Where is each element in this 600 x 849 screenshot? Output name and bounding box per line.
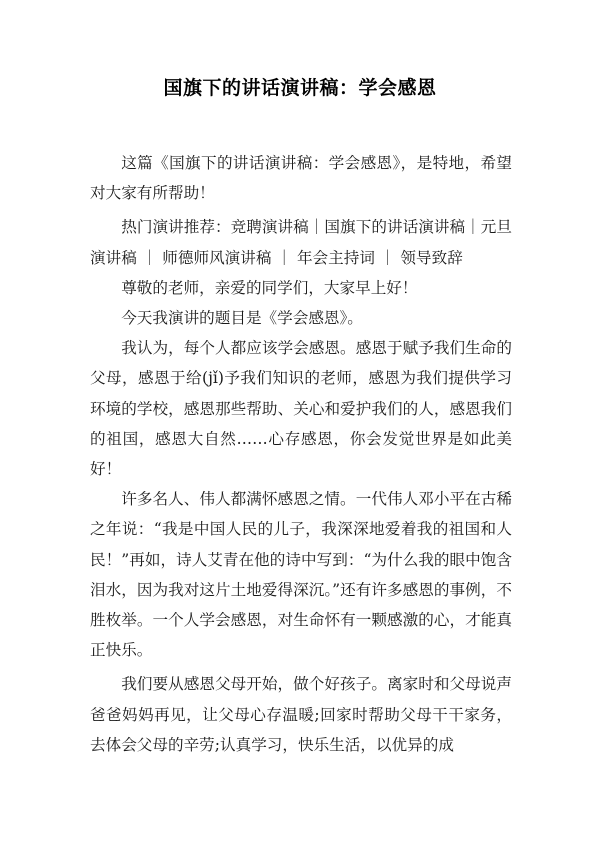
paragraph-famous-people: 许多名人、伟人都满怀感恩之情。一代伟人邓小平在古稀之年说：“我是中国人民的儿子，我深深地爱着我的祖国和人民！”再如，诗人艾青在他的诗中写到：“为什么我的眼中饱含泪水，因为我对这片土地爱得深沉。”还有许多感恩的事例，不胜枚举。一个人学会感恩，对生命怀有一颗感激的心，才能真正快乐。 xyxy=(90,490,512,660)
paragraph-parents: 我们要从感恩父母开始，做个好孩子。离家时和父母说声爸爸妈妈再见，让父母心存温暖;回家时帮助父母干干家务，去体会父母的辛劳;认真学习，快乐生活，以优异的成 xyxy=(90,675,512,754)
paragraph-topic: 今天我演讲的题目是《学会感恩》。 xyxy=(121,309,363,328)
paragraph-greeting: 尊敬的老师，亲爱的同学们，大家早上好！ xyxy=(121,278,418,297)
paragraph-gratitude: 我认为，每个人都应该学会感恩。感恩于赋予我们生命的父母，感恩于给(jǐ)予我们知识的老师，感恩为我们提供学习环境的学校，感恩那些帮助、关心和爱护我们的人，感恩我们的祖国，感恩大自然……心存感恩，你会发觉世界是如此美好！ xyxy=(90,339,512,479)
paragraph-recommendations: 热门演讲推荐：竞聘演讲稿｜国旗下的讲话演讲稿｜元旦演讲稿 ｜ 师德师风演讲稿 ｜ 年会主持词 ｜ 领导致辞 xyxy=(90,218,512,267)
document-body xyxy=(90,148,512,760)
page-title: 国旗下的讲话演讲稿：学会感恩 xyxy=(163,77,437,99)
paragraph-intro: 这篇《国旗下的讲话演讲稿：学会感恩》，是特地，希望对大家有所帮助！ xyxy=(90,154,512,203)
